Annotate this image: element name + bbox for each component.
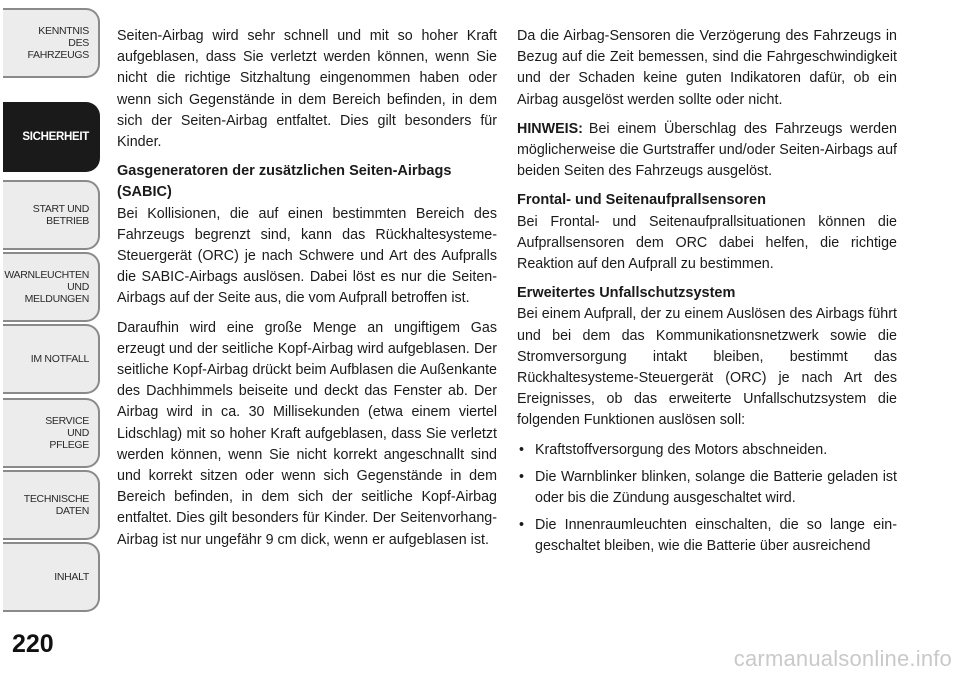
chapter-tab-sidebar — [3, 0, 103, 600]
list-item: • Die Warnblinker blinken, solange die Batterie geladen ist oder bis die Zündung ausgeschaltet wird. — [517, 467, 897, 509]
tab-inhalt[interactable] — [3, 542, 100, 612]
paragraph: Daraufhin wird eine große Menge an ungiftigem Gas erzeugt und der seitliche Kopf-Airbag wird aufgeblasen. Der seitliche Kopf-Airbag drückt beim Aufblasen die Außenkante des Dachhimmels beiseite und deckt das Fenster ab. Der Airbag wird in ca. 30 Millisekunden (etwa einem viertel Lidschlag) mit so hoher Kraft aufgeblasen, dass Sie verletzt werden können, wenn Sie nicht korrekt angeschnallt sind und korrekt sitzen oder wenn sich Gegenstände in dem Bereich befinden, in dem sich der seitliche Kopf-Airbag entfaltet. Dies gilt besonders für Kinder. Der Seitenvorhang-Airbag ist nur ungefähr 9 cm dick, wenn er aufgeblasen ist. — [117, 319, 497, 548]
section-heading: Frontal- und Seitenaufprallsensoren — [517, 192, 766, 209]
tab-label-line: UND — [67, 281, 89, 293]
paragraph: Bei Frontal- und Seitenaufprallsituationen können die Aufprallsensoren dem ORC dabei helfen, die richtige Reaktion auf den Aufprall zu bestimmen. — [517, 213, 897, 273]
tab-label-line: INHALT — [54, 571, 89, 583]
section-heading: Erweitertes Unfallschutzsystem — [517, 285, 736, 302]
page-number: 220 — [12, 630, 54, 658]
tab-label-line: DES — [68, 37, 89, 49]
tab-label-line: PFLEGE — [49, 439, 89, 451]
tab-label-line: START UND — [32, 203, 89, 215]
tab-label-line: SERVICE — [45, 415, 89, 427]
tab-label-line: DATEN — [55, 505, 89, 517]
tab-label-line: TECHNISCHE — [23, 493, 89, 505]
tab-kenntnis-des-fahrzeugs[interactable] — [3, 8, 100, 78]
note-text: Bei einem Überschlag des Fahrzeugs werden möglicherweise die Gurtstraffer und/oder Seiten-Airbags auf beiden Seiten des Fahrzeugs ausgelöst. — [517, 120, 897, 180]
list-item: • Die Innenraumleuchten einschalten, die so lange eingeschaltet bleiben, wie die Batterie über ausreichend — [517, 515, 897, 557]
tab-warnleuchten-und-meldungen[interactable] — [3, 252, 100, 322]
section-heading: Gasgeneratoren der zusätzlichen Seiten-Airbags (SABIC) — [117, 163, 452, 201]
tab-label-line: SICHERHEIT — [22, 131, 89, 143]
note-paragraph — [517, 119, 897, 183]
paragraph: Seiten-Airbag wird sehr schnell und mit so hoher Kraft aufgeblasen, dass Sie verletzt werden können, wenn Sie nicht die richtige Sitzhaltung eingenommen haben oder wenn sich Gegenstände in dem Bereich befinden, in dem sich der Seiten-Airbag entfaltet. Dies gilt besonders für Kinder. — [117, 28, 497, 151]
tab-label-line: WARNLEUCHTEN — [4, 269, 89, 281]
bullet-list — [517, 440, 897, 558]
paragraph: Bei einem Aufprall, der zu einem Auslösen des Airbags führt und bei dem das Kommunikationsnetzwerk sowie die Stromversorgung intakt bleiben, bestimmt das Rückhaltesysteme-Steuergerät (ORC) je nach Art des Ereignisses, ob das erweiterte Unfallschutzsystem die folgenden Funktionen auslösen soll: — [517, 306, 897, 429]
tab-start-und-betrieb[interactable] — [3, 180, 100, 250]
watermark-text: carmanualsonline.info — [733, 646, 952, 671]
tab-technische-daten[interactable] — [3, 470, 100, 540]
tab-service-und-pflege[interactable] — [3, 398, 100, 468]
tab-label-line: FAHRZEUGS — [27, 49, 89, 61]
tab-label-line: IM NOTFALL — [30, 353, 89, 365]
paragraph: Da die Airbag-Sensoren die Verzögerung des Fahrzeugs in Bezug auf die Zeit bemessen, sind die Fahrgeschwindigkeit und der Schaden keine guten Indikatoren dafür, ob ein Airbag ausgelöst werden sollte oder nicht. — [517, 28, 897, 108]
right-text-column — [517, 26, 897, 564]
note-label: HINWEIS: — [517, 120, 583, 137]
tab-sicherheit[interactable] — [3, 102, 100, 172]
tab-im-notfall[interactable] — [3, 324, 100, 394]
list-item: • Kraftstoffversorgung des Motors abschneiden. — [517, 440, 897, 461]
left-text-column — [117, 26, 497, 559]
tab-label-line: MELDUNGEN — [24, 293, 89, 305]
paragraph: Bei Kollisionen, die auf einen bestimmten Bereich des Fahrzeugs begrenzt sind, kann das Rückhaltesysteme-Steuergerät (ORC) je nach Schwere und Art des Aufpralls die SABIC-Airbags auslösen. Dabei löst es nur die Seiten-Airbags auf der Seite aus, die vom Aufprall betroffen ist. — [117, 205, 497, 307]
tab-label-line: UND — [67, 427, 89, 439]
tab-label-line: BETRIEB — [46, 215, 89, 227]
tab-label-line: KENNTNIS — [38, 25, 89, 37]
